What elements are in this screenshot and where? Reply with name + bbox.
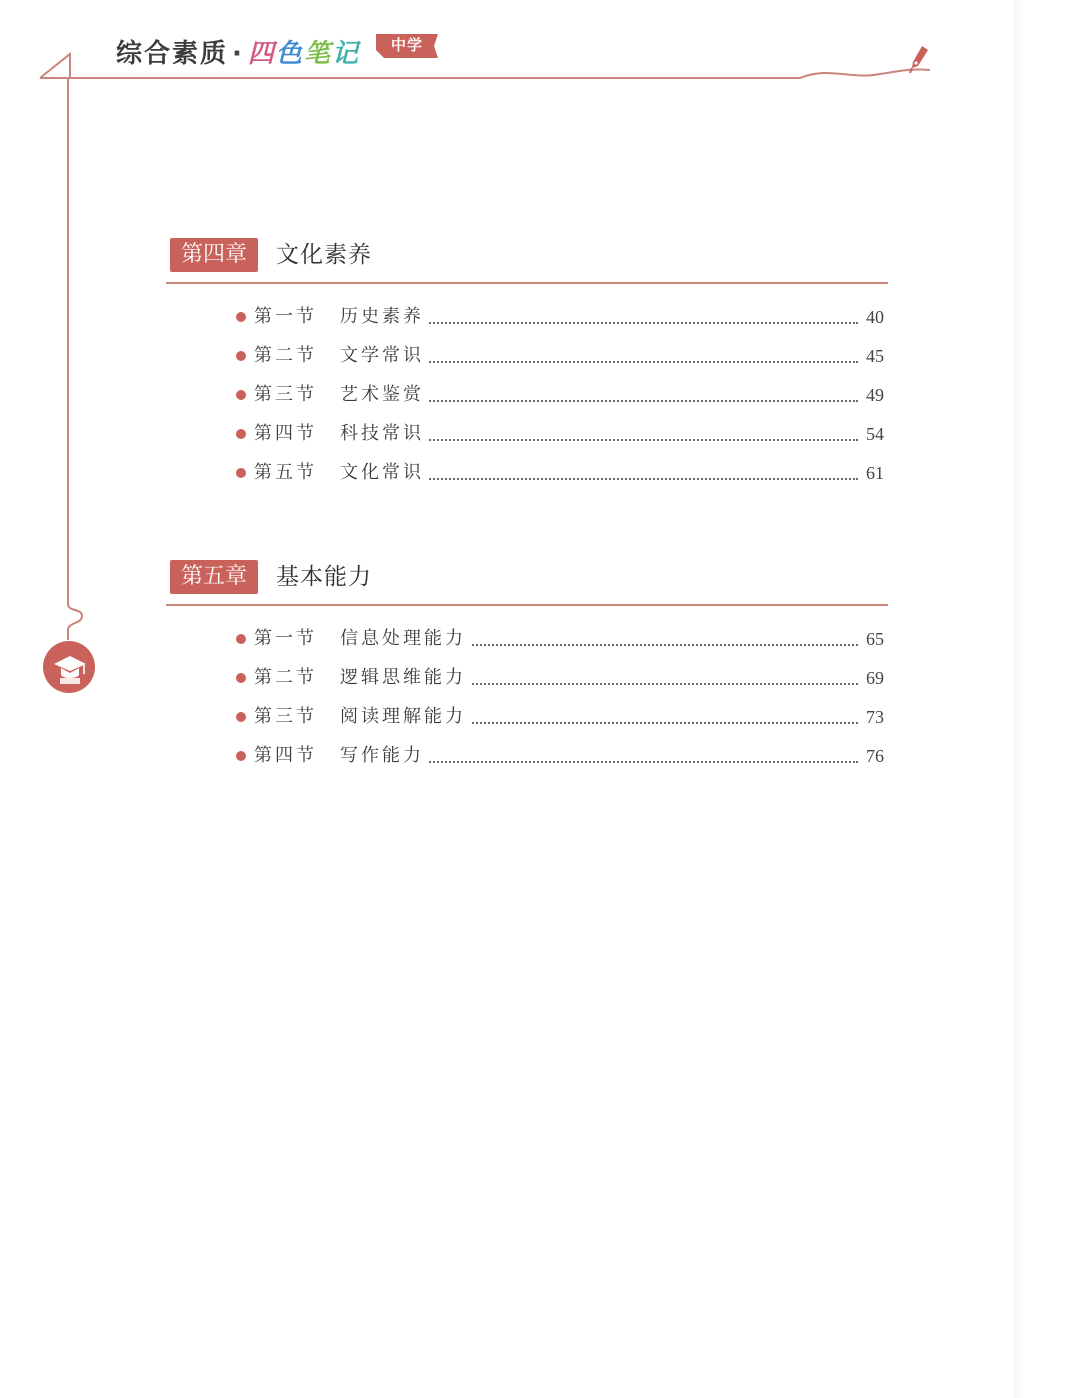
header-title-char: 色 bbox=[275, 39, 304, 69]
toc-entry[interactable] bbox=[236, 341, 884, 371]
header-title bbox=[116, 34, 360, 74]
section-title: 文化常识 bbox=[340, 458, 428, 488]
dot-leader bbox=[426, 439, 858, 441]
header-title-char: 记 bbox=[331, 39, 360, 69]
section-title: 科技常识 bbox=[340, 419, 428, 449]
section-title: 写作能力 bbox=[340, 741, 428, 771]
chapter-title: 文化素养 bbox=[276, 242, 372, 268]
chapter-heading bbox=[170, 560, 890, 600]
toc-entry[interactable] bbox=[236, 380, 884, 410]
bullet-icon bbox=[236, 751, 246, 761]
dot-leader bbox=[426, 761, 858, 763]
bullet-icon bbox=[236, 351, 246, 361]
chapter-tag: 第四章 bbox=[170, 238, 258, 272]
section-number: 第二节 bbox=[254, 667, 317, 688]
chapter-heading bbox=[170, 238, 890, 278]
header-dot: · bbox=[232, 39, 244, 69]
chapter-tag: 第五章 bbox=[170, 560, 258, 594]
dot-leader bbox=[426, 478, 858, 480]
bullet-icon bbox=[236, 634, 246, 644]
section-number: 第四节 bbox=[254, 423, 317, 444]
dot-leader bbox=[468, 722, 858, 724]
header-title-char: 笔 bbox=[303, 39, 332, 69]
page-number: 69 bbox=[863, 663, 884, 693]
page-number: 65 bbox=[863, 624, 884, 654]
section-title: 历史素养 bbox=[340, 302, 428, 332]
toc-entry[interactable] bbox=[236, 663, 884, 693]
toc-entry[interactable] bbox=[236, 419, 884, 449]
level-badge: 中学 bbox=[390, 36, 423, 54]
page-number: 40 bbox=[863, 302, 884, 332]
bullet-icon bbox=[236, 712, 246, 722]
header-title-char: 四 bbox=[247, 39, 276, 69]
chapter-rule bbox=[166, 282, 888, 284]
header-title-prefix: 综合素质 bbox=[116, 39, 229, 69]
toc-entry[interactable] bbox=[236, 702, 884, 732]
section-number: 第三节 bbox=[254, 706, 317, 727]
section-title: 艺术鉴赏 bbox=[340, 380, 428, 410]
bullet-icon bbox=[236, 673, 246, 683]
section-title: 信息处理能力 bbox=[340, 624, 470, 654]
page-number: 45 bbox=[863, 341, 884, 371]
page-number: 54 bbox=[863, 419, 884, 449]
page-number: 61 bbox=[863, 458, 884, 488]
bullet-icon bbox=[236, 390, 246, 400]
section-number: 第一节 bbox=[254, 306, 317, 327]
dot-leader bbox=[426, 322, 858, 324]
section-title: 逻辑思维能力 bbox=[340, 663, 470, 693]
dot-leader bbox=[468, 644, 858, 646]
section-title: 文学常识 bbox=[340, 341, 428, 371]
toc-entry[interactable] bbox=[236, 741, 884, 771]
section-title: 阅读理解能力 bbox=[340, 702, 470, 732]
section-number: 第二节 bbox=[254, 345, 317, 366]
section-number: 第三节 bbox=[254, 384, 317, 405]
page-number: 76 bbox=[863, 741, 884, 771]
toc-entry[interactable] bbox=[236, 458, 884, 488]
fountain-pen-icon bbox=[906, 44, 930, 74]
section-number: 第五节 bbox=[254, 462, 317, 483]
toc-entry[interactable] bbox=[236, 302, 884, 332]
graduation-cap-icon bbox=[42, 640, 98, 696]
dot-leader bbox=[426, 400, 858, 402]
dot-leader bbox=[468, 683, 858, 685]
chapter-rule bbox=[166, 604, 888, 606]
page-number: 49 bbox=[863, 380, 884, 410]
section-number: 第四节 bbox=[254, 745, 317, 766]
page-number: 73 bbox=[863, 702, 884, 732]
bullet-icon bbox=[236, 468, 246, 478]
dot-leader bbox=[426, 361, 858, 363]
section-number: 第一节 bbox=[254, 628, 317, 649]
bullet-icon bbox=[236, 429, 246, 439]
chapter-title: 基本能力 bbox=[276, 564, 372, 590]
bullet-icon bbox=[236, 312, 246, 322]
toc-entry[interactable] bbox=[236, 624, 884, 654]
